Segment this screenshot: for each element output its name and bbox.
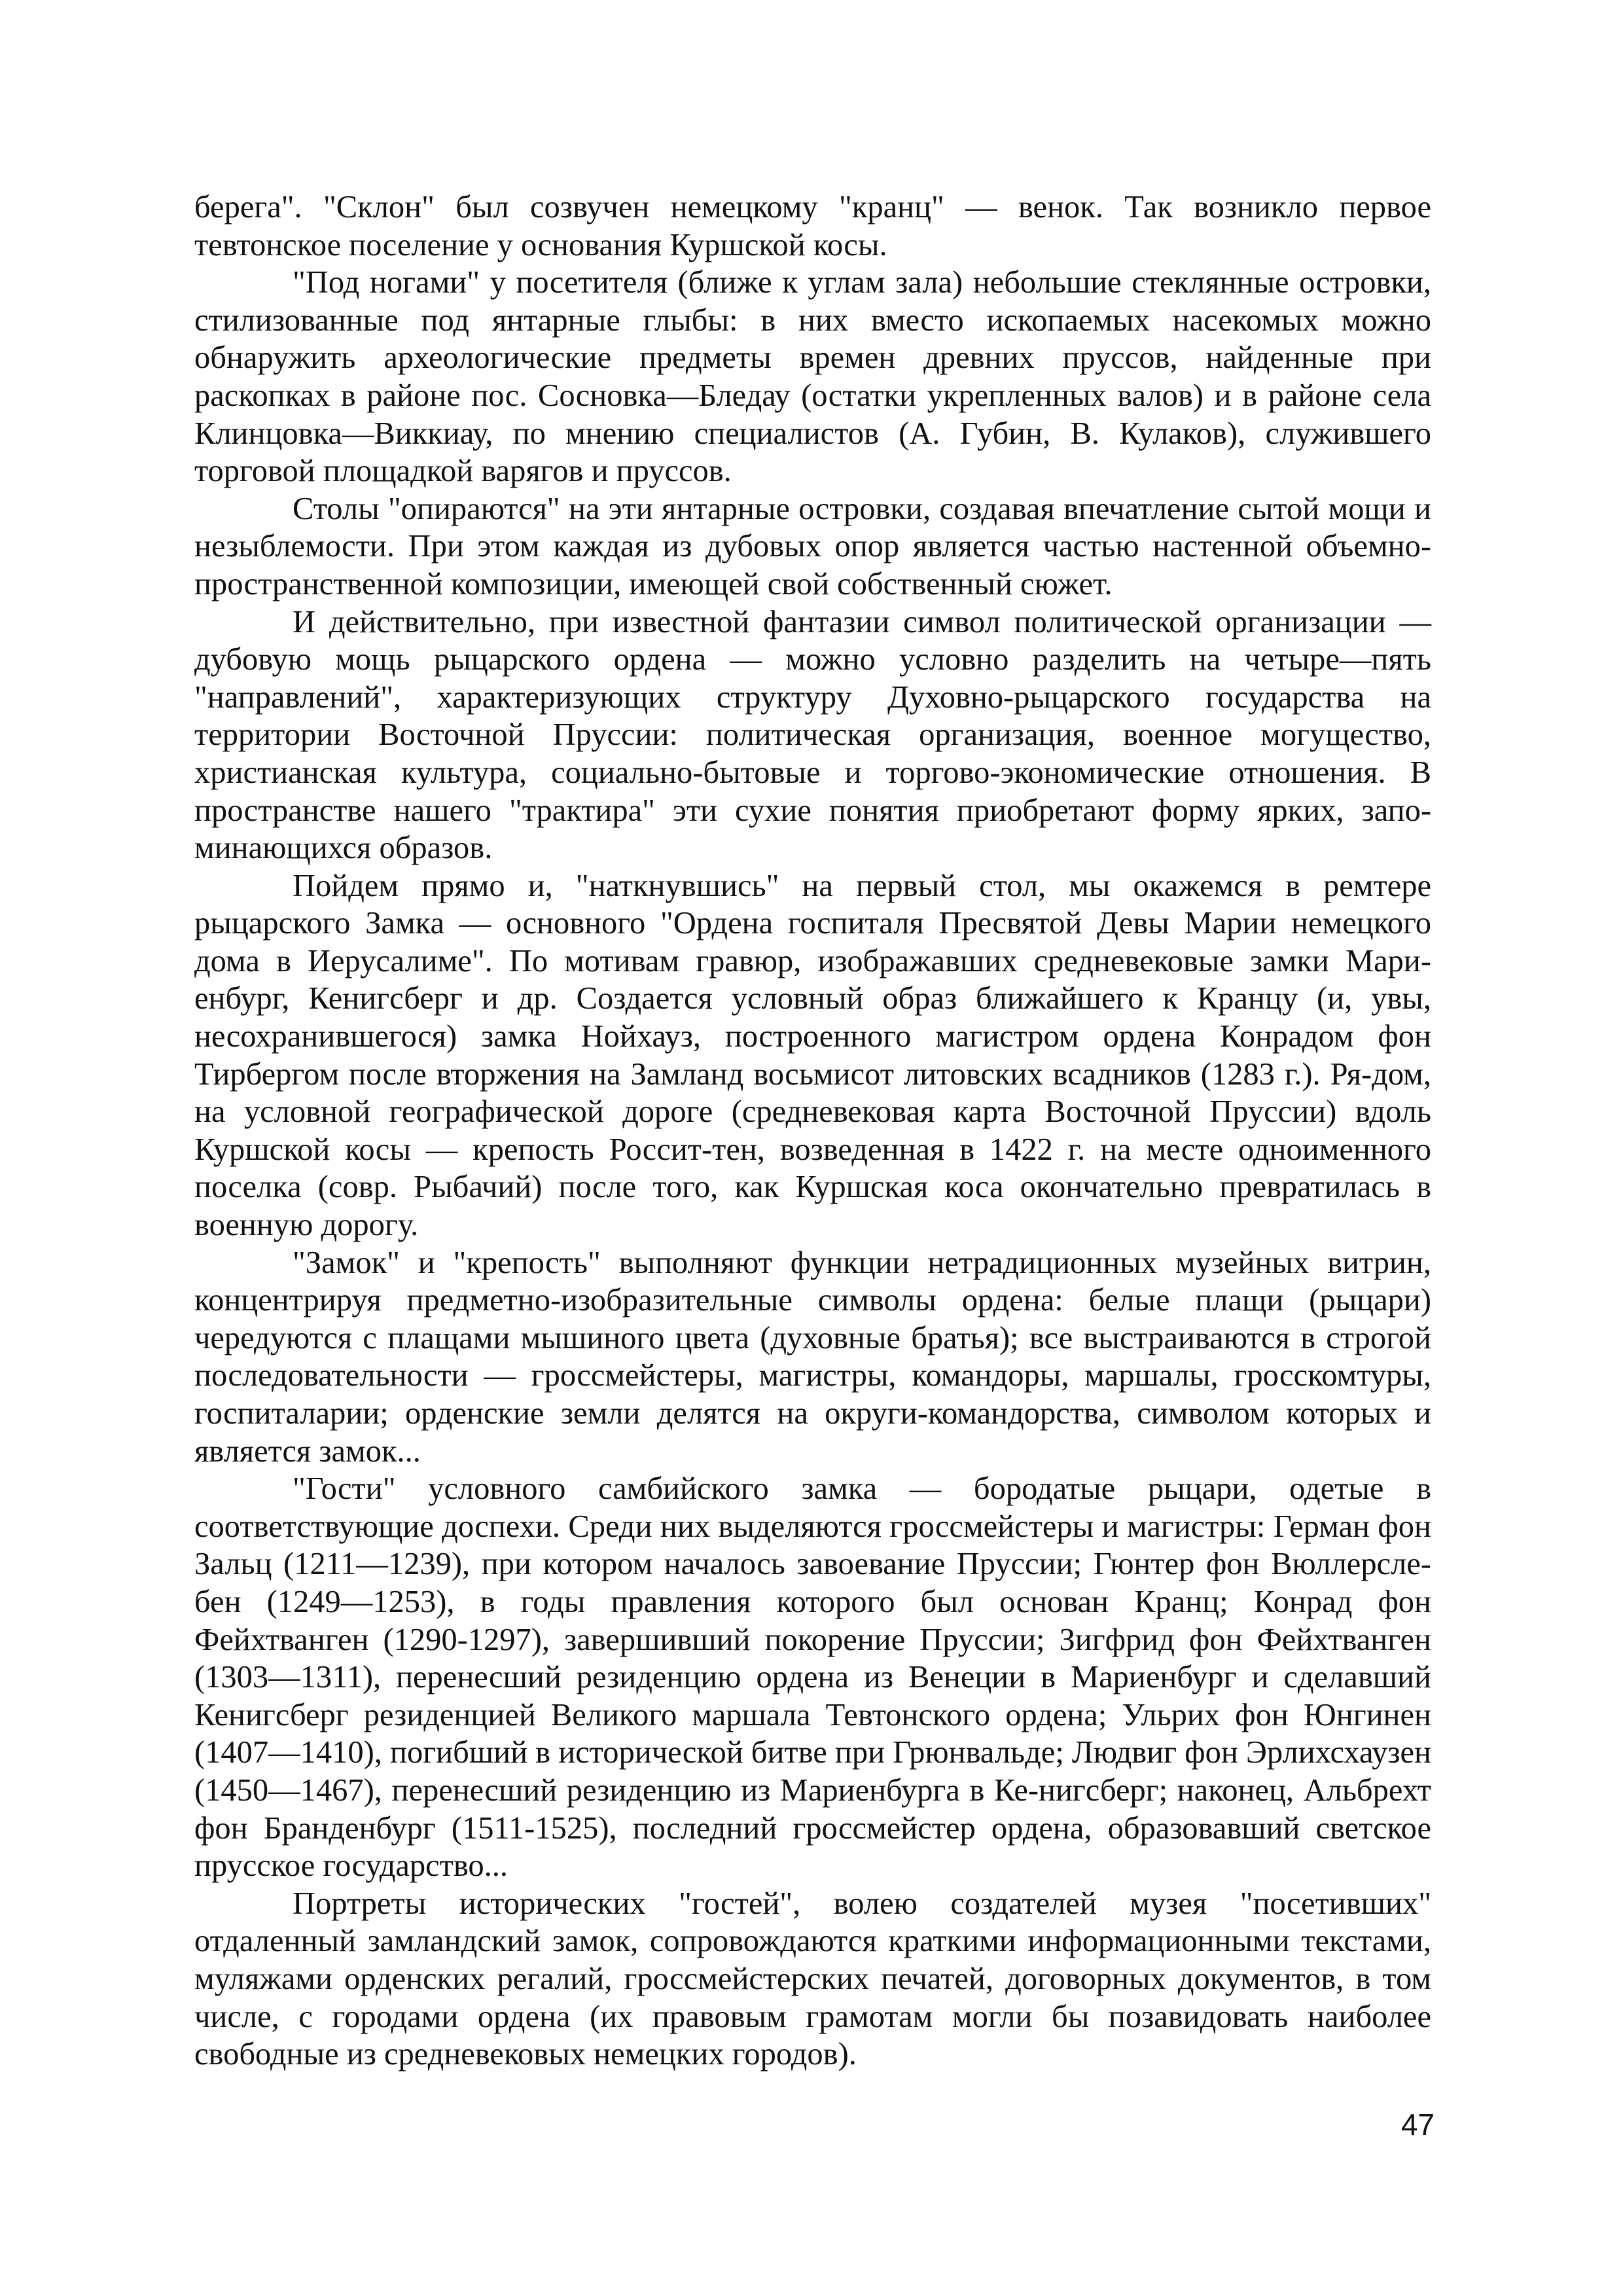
paragraph-order-structure: И действительно, при известной фантазии символ политической организации — дубовую мощь рыцарского ордена — можно условно разделить на четыре—пять "направлений", характеризующих структуру Духовно-рыцарского государства на территории Восточной Пруссии: политическая организация, военное могущество, христианская культура, социально-бытовые и торгово-экономические отношения. В пространстве нашего "трактира" эти сухие понятия приобретают форму ярких, запо-минающихся образов. xyxy=(194,604,1431,866)
page-number: 47 xyxy=(1400,2108,1435,2142)
paragraph-amber-islands: "Под ногами" у посетителя (ближе к углам зала) небольшие стеклянные островки, стилизованные под янтарные глыбы: в них вместо ископаемых насекомых можно обнаружить археологические предметы времен древних пруссов, найденные при раскопках в районе пос. Сосновка—Бледау (остатки укрепленных валов) и в районе села Клинцовка—Виккиау, по мнению специалистов (А. Губин, В. Кулаков), служившего торговой площадкой варягов и пруссов. xyxy=(194,265,1431,489)
paragraph-continuation: берега". "Склон" был созвучен немецкому "кранц" — венок. Так возникло первое тевтонское поселение у основания Куршской косы. xyxy=(194,190,1431,262)
body-text xyxy=(194,188,1431,2073)
paragraph-castle-fortress: "Замок" и "крепость" выполняют функции нетрадиционных музейных витрин, концентрируя предметно-изобразительные символы ордена: белые плащи (рыцари) чередуются с плащами мышиного цвета (духовные братья); все выстраиваются в строгой последовательности — гроссмейстеры, магистры, командоры, маршалы, гросскомтуры, госпиталарии; орденские земли делятся на округи-командорства, символом которых и является замок... xyxy=(194,1245,1431,1469)
paragraph-guests: "Гости" условного самбийского замка — бородатые рыцари, одетые в соответствующие доспехи. Среди них выделяются гроссмейстеры и магистры: Герман фон Зальц (1211—1239), при котором началось завоевание Пруссии; Гюнтер фон Вюллерсле-бен (1249—1253), в годы правления которого был основан Кранц; Конрад фон Фейхтванген (1290-1297), завершивший покорение Пруссии; Зигфрид фон Фейхтванген (1303—1311), перенесший резиденцию ордена из Венеции в Мариенбург и сделавший Кенигсберг резиденцией Великого маршала Тевтонского ордена; Ульрих фон Юнгинен (1407—1410), погибший в исторической битве при Грюнвальде; Людвиг фон Эрлихсхаузен (1450—1467), перенесший резиденцию из Мариенбурга в Ке-нигсберг; наконец, Альбрехт фон Бранденбург (1511-1525), последний гроссмейстер ордена, образовавший светское прусское государство... xyxy=(194,1471,1431,1884)
paragraph-tables: Столы "опираются" на эти янтарные островки, создавая впечатление сытой мощи и незыблемости. При этом каждая из дубовых опор является частью настенной объемно-пространственной композиции, имеющей свой собственный сюжет. xyxy=(194,491,1431,601)
paragraph-castle: Пойдем прямо и, "наткнувшись" на первый стол, мы окажемся в ремтере рыцарского Замка — основного "Ордена госпиталя Пресвятой Девы Марии немецкого дома в Иерусалиме". По мотивам гравюр, изображавших средневековые замки Мари-енбург, Кенигсберг и др. Создается условный образ ближайшего к Кранцу (и, увы, несохранившегося) замка Нойхауз, построенного магистром ордена Конрадом фон Тирбергом после вторжения на Замланд восьмисот литовских всадников (1283 г.). Ря-дом, на условной географической дороге (средневековая карта Восточной Пруссии) вдоль Куршской косы — крепость Россит-тен, возведенная в 1422 г. на месте одноименного поселка (совр. Рыбачий) после того, как Куршская коса окончательно превратилась в военную дорогу. xyxy=(194,868,1431,1243)
paragraph-portraits: Портреты исторических "гостей", волею создателей музея "посетивших" отдаленный замландский замок, сопровождаются краткими информационными текстами, муляжами орденских регалий, гроссмейстерских печатей, договорных документов, в том числе, с городами ордена (их правовым грамотам могли бы позавидовать наиболее свободные из средневековых немецких городов). xyxy=(194,1886,1431,2072)
